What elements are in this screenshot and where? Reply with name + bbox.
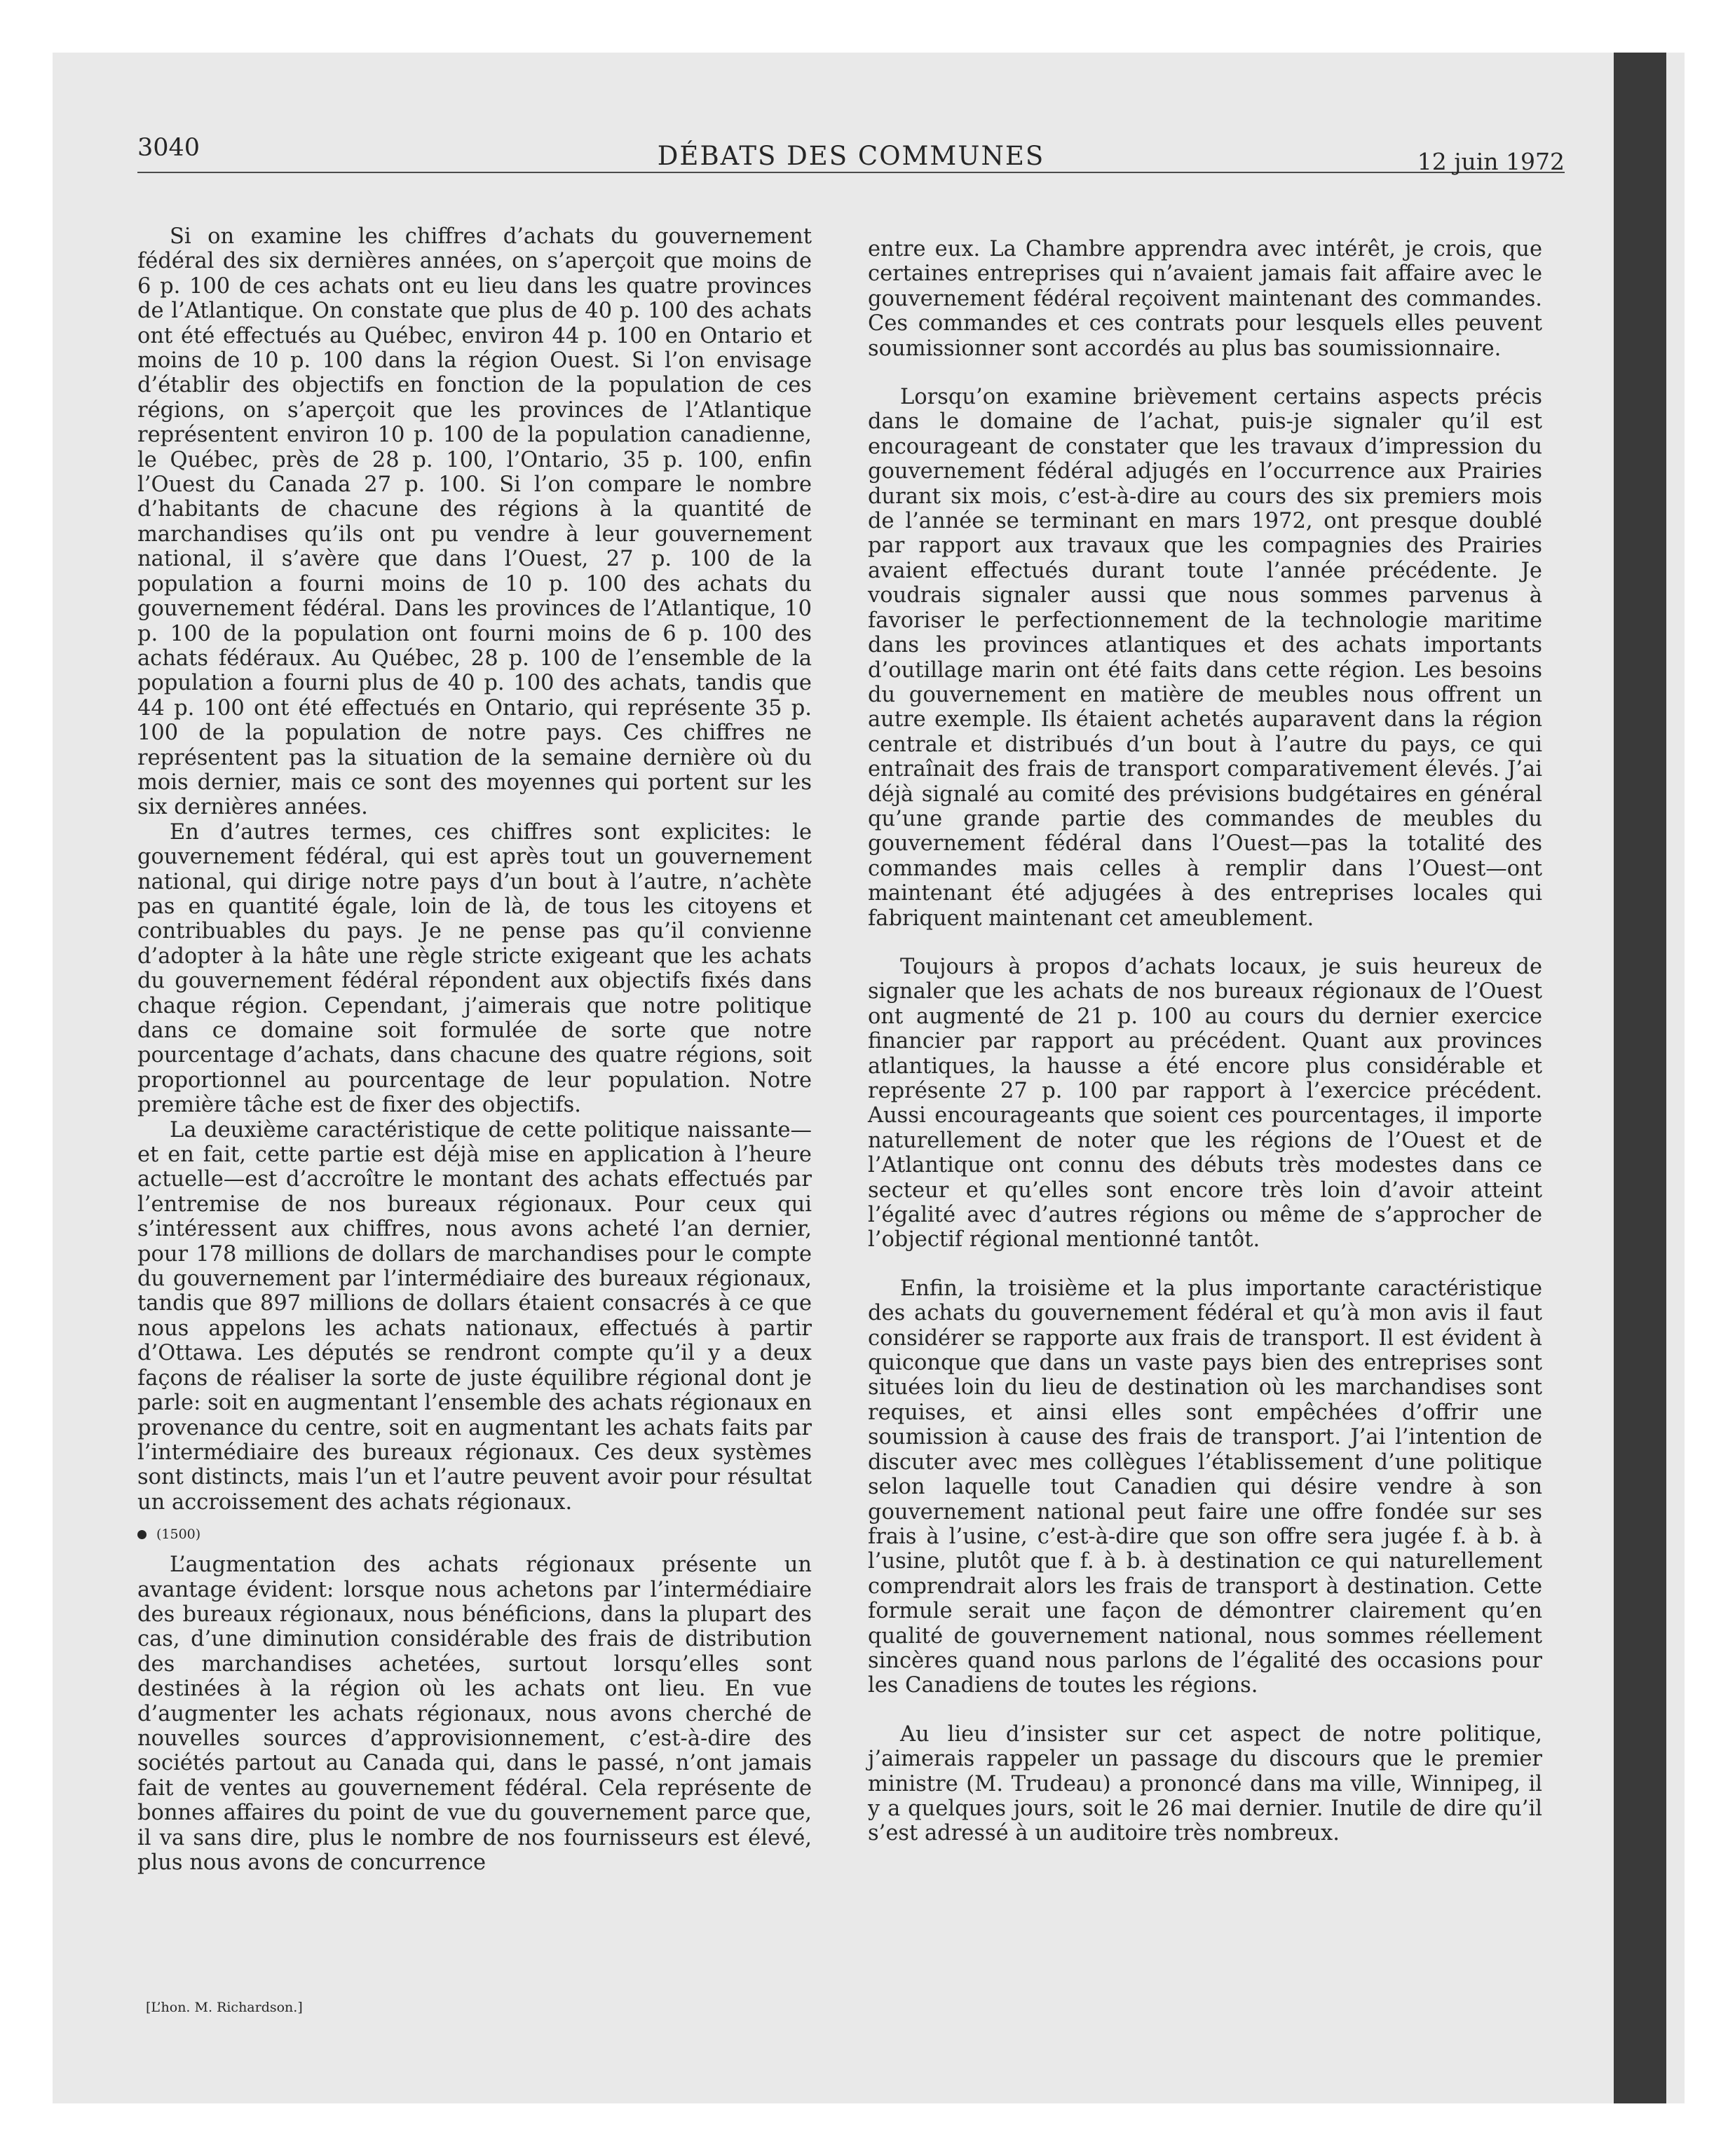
left-column	[137, 224, 812, 1875]
time-marker-label: (1500)	[156, 1527, 201, 1543]
running-title: DÉBATS DES COMMUNES	[657, 141, 1045, 171]
paragraph: L’augmentation des achats régionaux présente un avantage évident: lorsque nous achetons par l’intermédiaire des bureaux régionaux, nous bénéficions, dans la plupart des cas, d’une diminution considérable des frais de distribution des marchandises achetées, surtout lorsqu’elles sont destinées à la région où les achats ont lieu. En vue d’augmenter les achats régionaux, nous avons cherché de nouvelles sources d’approvisionnement, c’est-à-dire des sociétés partout au Canada qui, dans le passé, n’ont jamais fait de ventes au gouvernement fédéral. Cela représente de bonnes affaires du point de vue du gouvernement parce que, il va sans dire, plus le nombre de nos fournisseurs est élevé, plus nous avons de concurrence	[137, 1553, 812, 1875]
paragraph: La deuxième caractéristique de cette politique naissante—et en fait, cette partie est déjà mise en application à l’heure actuelle—est d’accroître le montant des achats effectués par l’entremise de nos bureaux régionaux. Pour ceux qui s’intéressent aux chiffres, nous avons acheté l’an dernier, pour 178 millions de dollars de marchandises pour le compte du gouvernement par l’intermédiaire des bureaux régionaux, tandis que 897 millions de dollars étaient consacrés à ce que nous appelons les achats nationaux, effectués à partir d’Ottawa. Les députés se rendront compte qu’il y a deux façons de réaliser la sorte de juste équilibre régional dont je parle: soit en augmentant l’ensemble des achats régionaux en provenance du centre, soit en augmentant les achats faits par l’intermédiaire des bureaux régionaux. Ces deux systèmes sont distincts, mais l’un et l’autre peuvent avoir pour résultat un accroissement des achats régionaux.	[137, 1117, 812, 1515]
header-date: 12 juin 1972	[1417, 148, 1565, 175]
paragraph: En d’autres termes, ces chiffres sont explicites: le gouvernement fédéral, qui est après tout un gouvernement national, qui dirige notre pays d’un bout à l’autre, n’achète pas en quantité égale, loin de là, de tous les citoyens et contribuables du pays. Je ne pense pas qu’il convienne d’adopter à la hâte une règle stricte exigeant que les achats du gouvernement fédéral répondent aux objectifs fixés dans chaque région. Cependant, j’aimerais que notre politique dans ce domaine soit formulée de sorte que notre pourcentage d’achats, dans chacune des quatre régions, soit proportionnel au pourcentage de leur population. Notre première tâche est de fixer des objectifs.	[137, 819, 812, 1118]
paragraph: Si on examine les chiffres d’achats du gouvernement fédéral des six dernières années, on s’aperçoit que moins de 6 p. 100 de ces achats ont eu lieu dans les quatre provinces de l’Atlantique. On constate que plus de 40 p. 100 des achats ont été effectués au Québec, environ 44 p. 100 en Ontario et moins de 10 p. 100 dans la région Ouest. Si l’on envisage d’établir des objectifs en fonction de la population de ces régions, on s’aperçoit que les provinces de l’Atlantique représentent environ 10 p. 100 de la population canadienne, le Québec, près de 28 p. 100, l’Ontario, 35 p. 100, enfin l’Ouest du Canada 27 p. 100. Si l’on compare le nombre d’habitants de chacune des régions à la quantité de marchandises qu’ils ont pu vendre à leur gouvernement national, il s’avère que dans l’Ouest, 27 p. 100 de la population a fourni moins de 10 p. 100 des achats du gouvernement fédéral. Dans les provinces de l’Atlantique, 10 p. 100 de la population ont fourni moins de 6 p. 100 des achats fédéraux. Au Québec, 28 p. 100 de l’ensemble de la population a fourni plus de 40 p. 100 des achats, tandis que 44 p. 100 ont été effectués en Ontario, qui représente 35 p. 100 de la population de notre pays. Ces chiffres ne représentent pas la situation de la semaine dernière où du mois dernier, mais ce sont des moyennes qui portent sur les six dernières années.	[137, 224, 812, 820]
paragraph: Au lieu d’insister sur cet aspect de notre politique, j’aimerais rappeler un passage du discours que le premier ministre (M. Trudeau) a prononcé dans ma ville, Winnipeg, il y a quelques jours, soit le 26 mai dernier. Inutile de dire qu’il s’est adressé à un auditoire très nombreux.	[868, 1721, 1542, 1846]
time-marker	[137, 1526, 812, 1543]
page-number: 3040	[137, 134, 200, 162]
bullet-icon	[137, 1530, 147, 1539]
page-header	[137, 130, 1565, 173]
paragraph: Enfin, la troisième et la plus importante caractéristique des achats du gouvernement fédéral et qu’à mon avis il faut considérer se rapporte aux frais de transport. Il est évident à quiconque que dans un vaste pays bien des entreprises sont situées loin du lieu de destination où les marchandises sont requises, et ainsi elles sont empêchées d’offrir une soumission à cause des frais de transport. J’ai l’intention de discuter avec mes collègues l’établissement d’une politique selon laquelle tout Canadien qui désire vendre à son gouvernement national peut faire une offre fondée sur ses frais à l’usine, c’est-à-dire que son offre sera jugée f. à b. à l’usine, plutôt que f. à b. à destination ce qui naturellement comprendrait alors les frais de transport à destination. Cette formule serait une façon de démontrer clairement qu’en qualité de gouvernement national, nous sommes réellement sincères quand nous parlons de l’égalité des occasions pour les Canadiens de toutes les régions.	[868, 1276, 1542, 1698]
speaker-attribution: [L’hon. M. Richardson.]	[146, 2000, 303, 2015]
paragraph: Lorsqu’on examine brièvement certains aspects précis dans le domaine de l’achat, puis-je signaler qu’il est encourageant de constater que les travaux d’impression du gouvernement fédéral adjugés en l’occurrence aux Prairies durant six mois, c’est-à-dire au cours des six premiers mois de l’année se terminant en mars 1972, ont presque doublé par rapport aux travaux que les compagnies des Prairies avaient effectués durant toute l’année précédente. Je voudrais signaler aussi que nous sommes parvenus à favoriser le perfectionnement de la technologie maritime dans les provinces atlantiques et des achats importants d’outillage marin ont été faits dans cette région. Les besoins du gouvernement en matière de meubles nous offrent un autre exemple. Ils étaient achetés auparavent dans la région centrale et distribués d’un bout à l’autre du pays, ce qui entraînait des frais de transport comparativement élevés. J’ai déjà signalé au comité des prévisions budgétaires en général qu’une grande partie des commandes de meubles du gouvernement fédéral dans l’Ouest—pas la totalité des commandes mais celles à remplir dans l’Ouest—ont maintenant été adjugées à des entreprises locales qui fabriquent maintenant cet ameublement.	[868, 385, 1542, 931]
paragraph: Toujours à propos d’achats locaux, je suis heureux de signaler que les achats de nos bureaux régionaux de l’Ouest ont augmenté de 21 p. 100 au cours du dernier exercice financier par rapport au précédent. Quant aux provinces atlantiques, la hausse a été encore plus considérable et représente 27 p. 100 par rapport à l’exercice précédent. Aussi encourageants que soient ces pourcentages, il importe naturellement de noter que les régions de l’Ouest et de l’Atlantique ont connu des débuts très modestes dans ce secteur et qu’elles sont encore très loin d’avoir atteint l’égalité avec d’autres régions ou même de s’approcher de l’objectif régional mentionné tantôt.	[868, 954, 1542, 1253]
right-column	[868, 237, 1542, 1846]
paragraph: entre eux. La Chambre apprendra avec intérêt, je crois, que certaines entreprises qui n’avaient jamais fait affaire avec le gouvernement fédéral reçoivent maintenant des commandes. Ces commandes et ces contrats pour lesquels elles peuvent soumissionner sont accordés au plus bas soumissionnaire.	[868, 237, 1542, 361]
scan-edge-shadow	[1614, 53, 1666, 2103]
